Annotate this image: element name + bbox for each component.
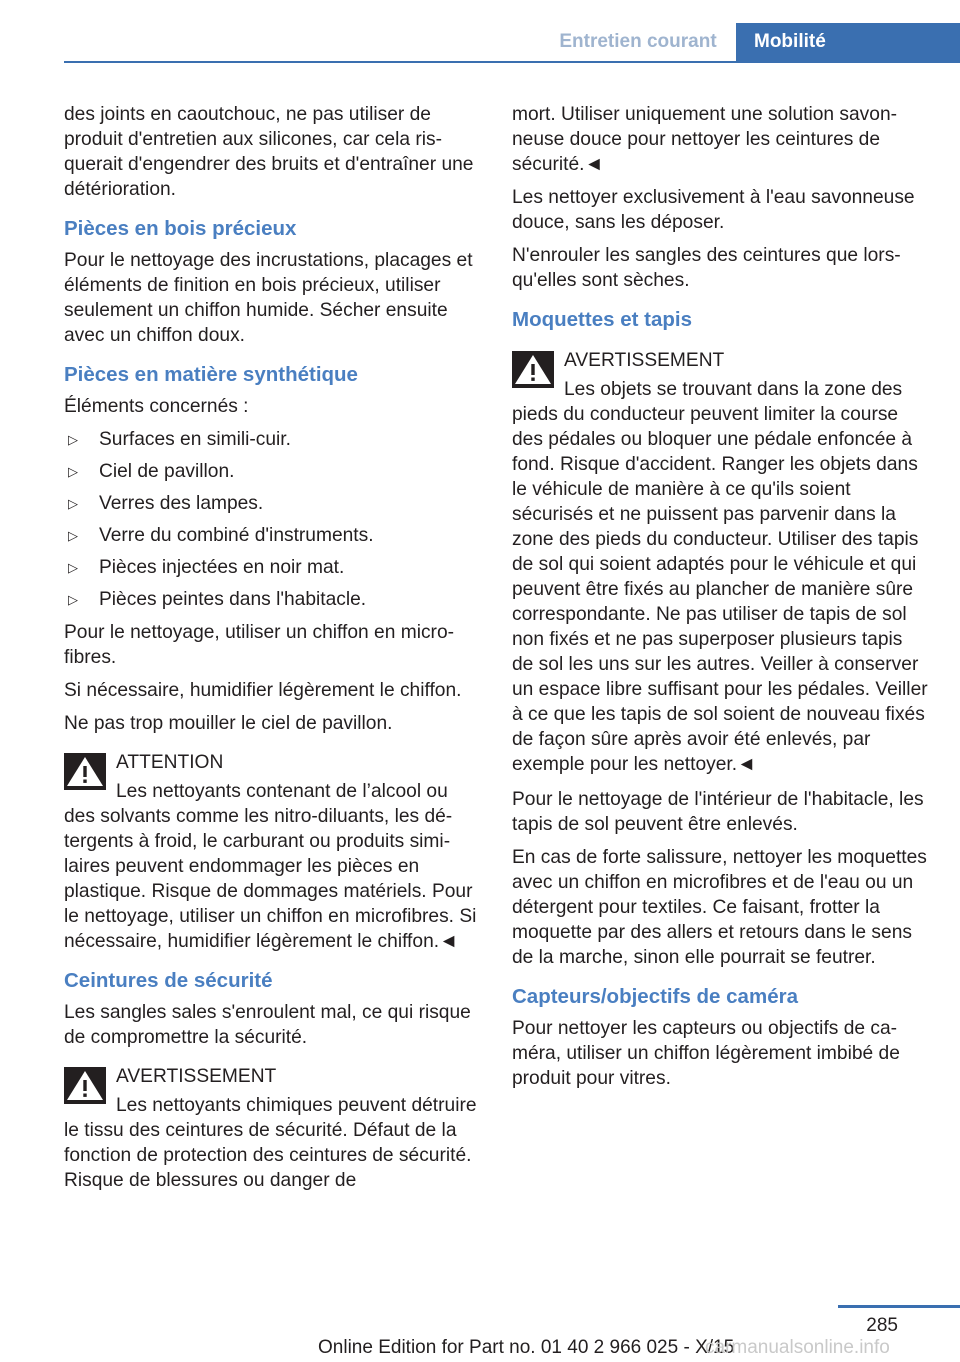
dry-belts-paragraph: N'enrouler les sangles des ceintures que lorsqu'elles sont sèches. (512, 245, 901, 291)
list-item-text: Surfaces en simili-cuir. (99, 429, 291, 450)
edition-note: Online Edition for Part no. 01 40 2 966 025 - X/15 (318, 1337, 735, 1358)
bullet-triangle-icon: ▷ (68, 560, 78, 575)
belts-paragraph: Les sangles sales s'enroulent mal, ce qui risque de compromettre la sécurité. (64, 1002, 471, 1048)
list-item (64, 427, 480, 452)
heading-sensors-cameras: Capteurs/objectifs de caméra (512, 985, 798, 1008)
belts-continued-paragraph: mort. Utiliser uniquement une solution savonneuse douce pour nettoyer les ceintures de sécurité.◄ (512, 104, 898, 175)
concerned-items-list (64, 427, 480, 612)
belts-warning-notice (64, 1064, 480, 1193)
belts-warning-text: Les nettoyants chimiques peuvent détruire le tissu des ceintures de sécurité. Défaut de la fonction de protection des ceintures de sécurité. Risque de blessures ou danger de (64, 1095, 477, 1191)
warning-triangle-icon (512, 351, 554, 388)
bullet-triangle-icon: ▷ (68, 464, 78, 479)
list-item-text: Verre du combiné d'instruments. (99, 525, 374, 546)
header-rule (64, 61, 960, 63)
bullet-triangle-icon: ▷ (68, 496, 78, 511)
soapy-water-paragraph: Les nettoyer exclusivement à l'eau savonneuse douce, sans les déposer. (512, 187, 915, 233)
right-column (512, 102, 928, 1099)
heading-carpets: Moquettes et tapis (512, 308, 692, 331)
heavy-soiling-paragraph: En cas de forte salissure, nettoyer les moquettes avec un chiffon en microfibres et de l'eau ou un détergent pour textiles. Ce faisant, frotter la moquette par des allers et retours dans le sens de la marche, sinon elle pourrait se feutrer. (512, 847, 927, 968)
heading-synthetic-parts: Pièces en matière synthétique (64, 363, 358, 386)
attention-notice (64, 750, 480, 954)
sensors-paragraph: Pour nettoyer les capteurs ou objectifs de caméra, utiliser un chiffon légèrement imbibé de produit pour vitres. (512, 1018, 900, 1089)
page-number: 285 (866, 1315, 898, 1336)
header-chapter-tab[interactable]: Mobilité (736, 23, 960, 61)
attention-text: Les nettoyants contenant de l’alcool ou des solvants comme les nitro-diluants, les détergents à froid, le carburant ou produits similaires peuvent endommager les pièces en plastique. Risque de dommages matériels. Pour le nettoyage, utiliser un chiffon en microfibres. Si nécessaire, humidifier légèrement le chiffon.◄ (64, 781, 477, 952)
warning-triangle-icon (64, 1067, 106, 1104)
list-item (64, 459, 480, 484)
list-item (64, 523, 480, 548)
attention-title: ATTENTION (116, 752, 224, 773)
list-item-text: Pièces injectées en noir mat. (99, 557, 345, 578)
moisten-paragraph: Si nécessaire, humidifier légèrement le chiffon. (64, 680, 462, 701)
list-item (64, 587, 480, 612)
watermark: carmanualsonline.info (705, 1337, 890, 1358)
list-item-text: Verres des lampes. (99, 493, 264, 514)
list-item-text: Ciel de pavillon. (99, 461, 235, 482)
warning-triangle-icon (64, 753, 106, 790)
wood-paragraph: Pour le nettoyage des incrustations, placages et éléments de finition en bois précieux, utiliser seulement un chiffon humide. Sécher ensuite avec un chiffon doux. (64, 250, 473, 346)
carpets-warning-text: Les objets se trouvant dans la zone des pieds du conducteur peuvent limiter la course des pédales ou bloquer une pédale enfoncée à fond. Risque d'accident. Ranger les objets dans le véhicule de manière à ce qu'ils soient sécurisés et ne puissent pas parvenir dans la zone des pieds du conducteur. Utiliser des tapis de sol qui soient adaptés pour le véhicule et qui peuvent être fixés au plancher de manière sûre correspondante. Ne pas utiliser de tapis de sol non fixés et ne pas superposer plusieurs tapis de sol les uns sur les autres. Veiller à conserver un espace libre suffisant pour les pédales. Veiller à ce que les tapis de sol soient de nouveau fixés de façon sûre après avoir été enlevés, par exemple pour les nettoyer.◄ (512, 379, 928, 775)
headliner-paragraph: Ne pas trop mouiller le ciel de pavillon. (64, 713, 393, 734)
microfiber-paragraph: Pour le nettoyage, utiliser un chiffon en microfibres. (64, 622, 454, 668)
carpets-warning-title: AVERTISSEMENT (564, 350, 725, 371)
header-section-tab[interactable]: Entretien courant (559, 31, 717, 52)
heading-wood-parts: Pièces en bois précieux (64, 217, 297, 240)
remove-mats-paragraph: Pour le nettoyage de l'intérieur de l'habitacle, les tapis de sol peuvent être enlevés. (512, 789, 924, 835)
footer-rule (838, 1305, 960, 1308)
list-item-text: Pièces peintes dans l'habitacle. (99, 589, 367, 610)
concerned-items-label: Éléments concernés : (64, 396, 249, 417)
left-column (64, 102, 480, 1203)
bullet-triangle-icon: ▷ (68, 592, 78, 607)
bullet-triangle-icon: ▷ (68, 432, 78, 447)
bullet-triangle-icon: ▷ (68, 528, 78, 543)
belts-warning-title: AVERTISSEMENT (116, 1066, 277, 1087)
heading-seat-belts: Ceintures de sécurité (64, 969, 273, 992)
list-item (64, 491, 480, 516)
carpets-warning-notice (512, 348, 928, 777)
intro-paragraph: des joints en caoutchouc, ne pas utiliser de produit d'entretien aux silicones, car cela risquerait d'engendrer des bruits et d'entraîner une détérioration. (64, 104, 474, 200)
list-item (64, 555, 480, 580)
